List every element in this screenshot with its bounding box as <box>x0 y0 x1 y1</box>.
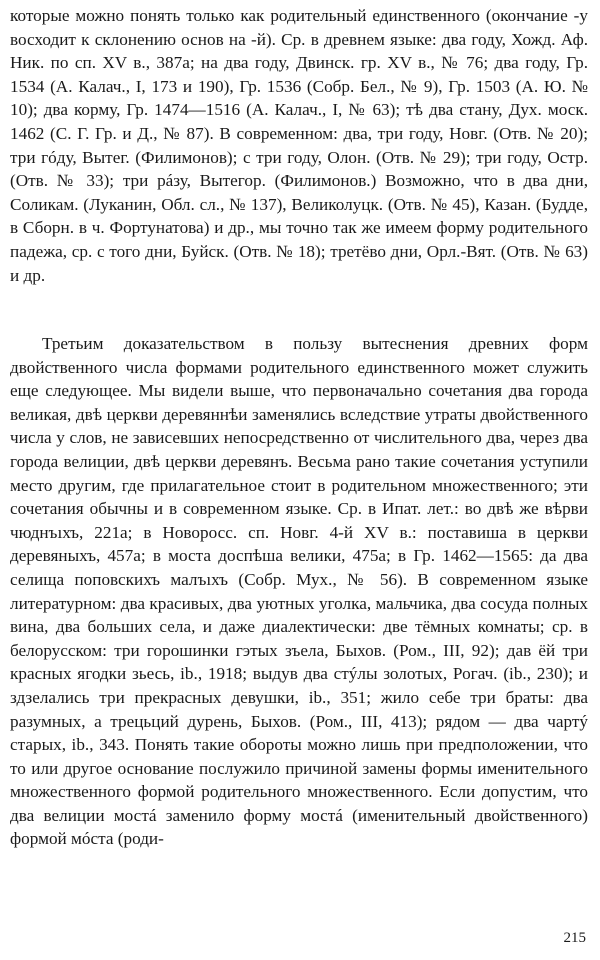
paragraph-1: которые можно понять только как родительный единственного (окончание -у восходит к склонению основ на -й). Ср. в древнем языке: два году, Хожд. Аф. Ник. по сп. XV в., 387а; на два году, Двинск. гр. XV в., № 76; два году, Гр. 1534 (А. Калач., I, 173 и 190), Гр. 1536 (Собр. Бел., № 9), Гр. 1503 (А. Ю. № 10); два корму, Гр. 1474—1516 (А. Калач., I, № 63); тѣ два стану, Дух. моск. 1462 (С. Г. Гр. и Д., № 87). В современном: два, три году, Новг. (Отв. № 20); три гóду, Вытег. (Филимонов); с три году, Олон. (Отв. № 29); три году, Остр. (Отв. № 33); три рáзу, Вытегор. (Филимонов.) Возможно, что в два дни, Соликам. (Луканин, Обл. сл., № 137), Великолуцк. (Отв. № 45), Казан. (Будде, в Сборн. в ч. Фортунатова) и др., мы точно так же имеем форму родительного падежа, ср. с того дни, Буйск. (Отв. № 18); третёво дни, Орл.-Вят. (Отв. № 63) и др. <box>10 6 588 285</box>
page-number: 215 <box>563 930 586 946</box>
paragraph-2: Третьим доказательством в пользу вытеснения древних форм двойственного числа формами родительного единственного может служить еще следующее. Мы видели выше, что первоначально сочетания два города великая, двѣ церкви деревяннѣи заменялись вследствие утраты двойственного числа у слов, не зависевших непосредственно от числительного два, через два города велиции, двѣ церкви деревянъ. Весьма рано такие сочетания уступили место другим, где прилагательное стоит в родительном множественного; эти сочетания обычны и в современном языке. Ср. в Ипат. лет.: во двѣ же вѣрви чюднъıхъ, 221а; в Новоросс. сп. Новг. 4-й XV в.: поставиша в церкви деревяныхъ, 457а; в моста доспѣша велики, 475а; в Гр. 1462—1565: да два селища поповскихъ малъıхъ (Собр. Мух., № 56). В современном языке литературном: два красивых, два уютных уголка, мальчика, два сосуда полных вина, два больших села, и даже диалектически: две тёмных комнаты; ср. в белорусском: три горошинки гэтых зъела, Быхов. (Ром., III, 92); дав ёй три красных ягодки зьесь, ib., 1918; выдув два стýлы золотых, Рогач. (ib., 230); и здзелались три прекрасных девушки, ib., 351; жило себе три браты: два разумных, а трецьций дурень, Быхов. (Ром., III, 413); рядом — два чартý старых, ib., 343. Понять такие обороты можно лишь при предположении, что то или другое основание послужило причиной замены формы именительного множественного формой родительного множественного. Если допустим, что два велиции мостá заменило форму мостá (именительный двойственного) формой мóста (роди- <box>10 334 588 849</box>
